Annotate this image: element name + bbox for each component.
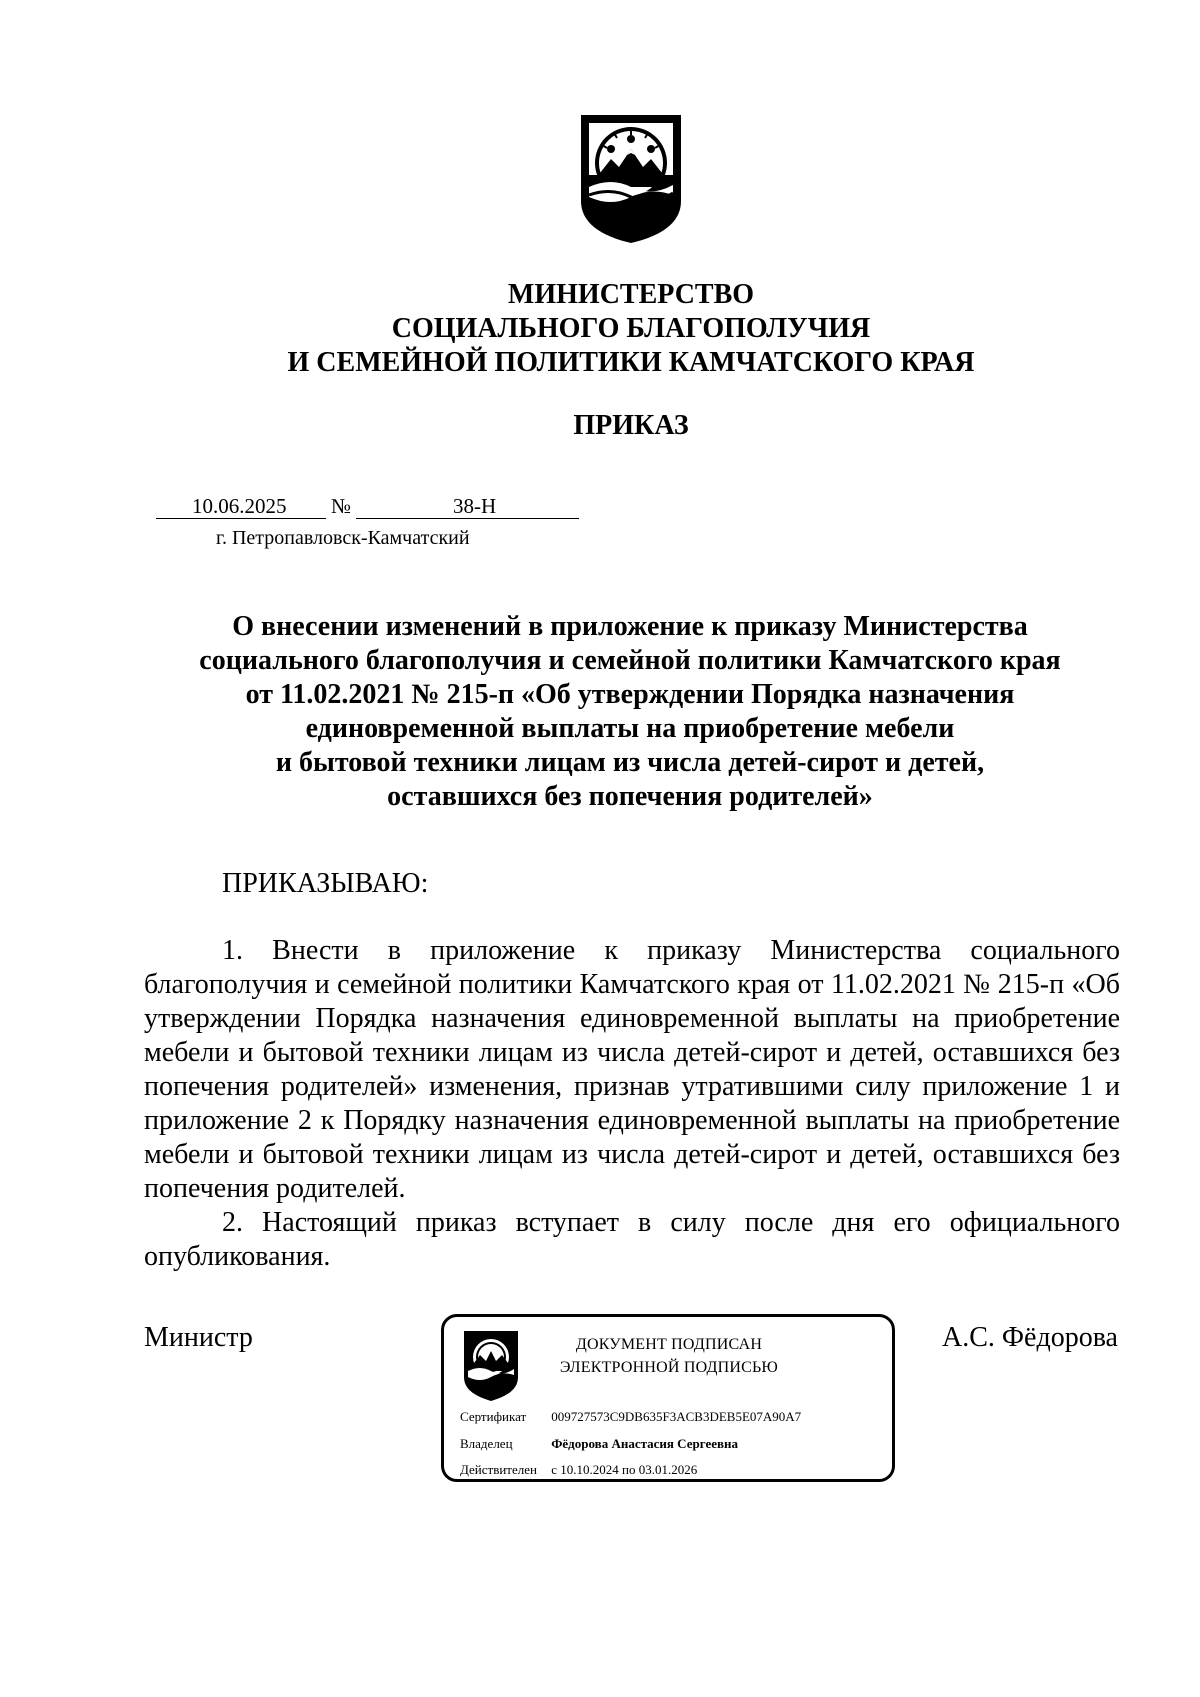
number-underline (356, 518, 579, 519)
order-date: 10.06.2025 (192, 494, 287, 518)
coat-of-arms-emblem (577, 115, 685, 243)
title-line: от 11.02.2021 № 215-п «Об утверждении Порядка назначения (245, 679, 1015, 710)
stamp-emblem-icon (462, 1331, 520, 1401)
city: г. Петропавловск-Камчатский (216, 527, 470, 549)
owner-label: Владелец (460, 1436, 513, 1451)
title-line: и бытовой техники лицам из числа детей-сирот и детей, (275, 747, 985, 778)
stamp-heading (534, 1333, 804, 1379)
owner-value: Фёдорова Анастасия Сергеевна (551, 1436, 739, 1451)
stamp-certificate-row (460, 1409, 801, 1425)
order-number: 38-Н (453, 494, 497, 518)
title-line: единовременной выплаты на приобретение мебели (305, 713, 955, 744)
ministry-line-3: И СЕМЕЙНОЙ ПОЛИТИКИ КАМЧАТСКОГО КРАЯ (287, 347, 975, 378)
order-body (144, 934, 1120, 1274)
electronic-signature-stamp (441, 1314, 895, 1482)
stamp-owner-row (460, 1436, 738, 1452)
document-type: ПРИКАЗ (573, 410, 689, 441)
signatory-position: Министр (144, 1322, 253, 1353)
order-word: ПРИКАЗЫВАЮ: (222, 868, 429, 899)
ministry-name (0, 278, 1200, 380)
title-line: О внесении изменений в приложение к приказу Министерства (232, 611, 1028, 642)
ministry-line-2: СОЦИАЛЬНОГО БЛАГОПОЛУЧИЯ (391, 313, 871, 344)
stamp-heading-line-2: ЭЛЕКТРОННОЙ ПОДПИСЬЮ (559, 1359, 779, 1376)
date-underline (156, 518, 326, 519)
validity-value: с 10.10.2024 по 03.01.2026 (551, 1462, 698, 1477)
stamp-heading-line-1: ДОКУМЕНТ ПОДПИСАН (575, 1336, 763, 1353)
signatory-name: А.С. Фёдорова (942, 1322, 1118, 1353)
paragraph-2: 2. Настоящий приказ вступает в силу после дня его официального опубликования. (144, 1207, 1120, 1272)
date-number-line (156, 494, 579, 520)
title-line: социального благополучия и семейной политики Камчатского края (199, 645, 1061, 676)
stamp-validity-row (460, 1462, 697, 1478)
number-sign: № (331, 494, 352, 518)
certificate-label: Сертификат (460, 1409, 527, 1424)
title-line: оставшихся без попечения родителей» (387, 781, 873, 812)
paragraph-1: 1. Внести в приложение к приказу Министерства социального благополучия и семейной политики Камчатского края от 11.02.2021 № 215-п «Об утверждении Порядка назначения единовременной выплаты на приобретение мебели и бытовой техники лицам из числа детей-сирот и детей, оставшихся без попечения родителей» изменения, признав утратившими силу приложение 1 и приложение 2 к Порядку назначения единовременной выплаты на приобретение мебели и бытовой техники лицам из числа детей-сирот и детей, оставшихся без попечения родителей. (144, 935, 1120, 1204)
order-title (140, 610, 1120, 814)
certificate-value: 009727573C9DB635F3ACB3DEB5E07A90A7 (551, 1409, 802, 1424)
ministry-line-1: МИНИСТЕРСТВО (507, 279, 755, 310)
validity-label: Действителен (460, 1462, 537, 1477)
